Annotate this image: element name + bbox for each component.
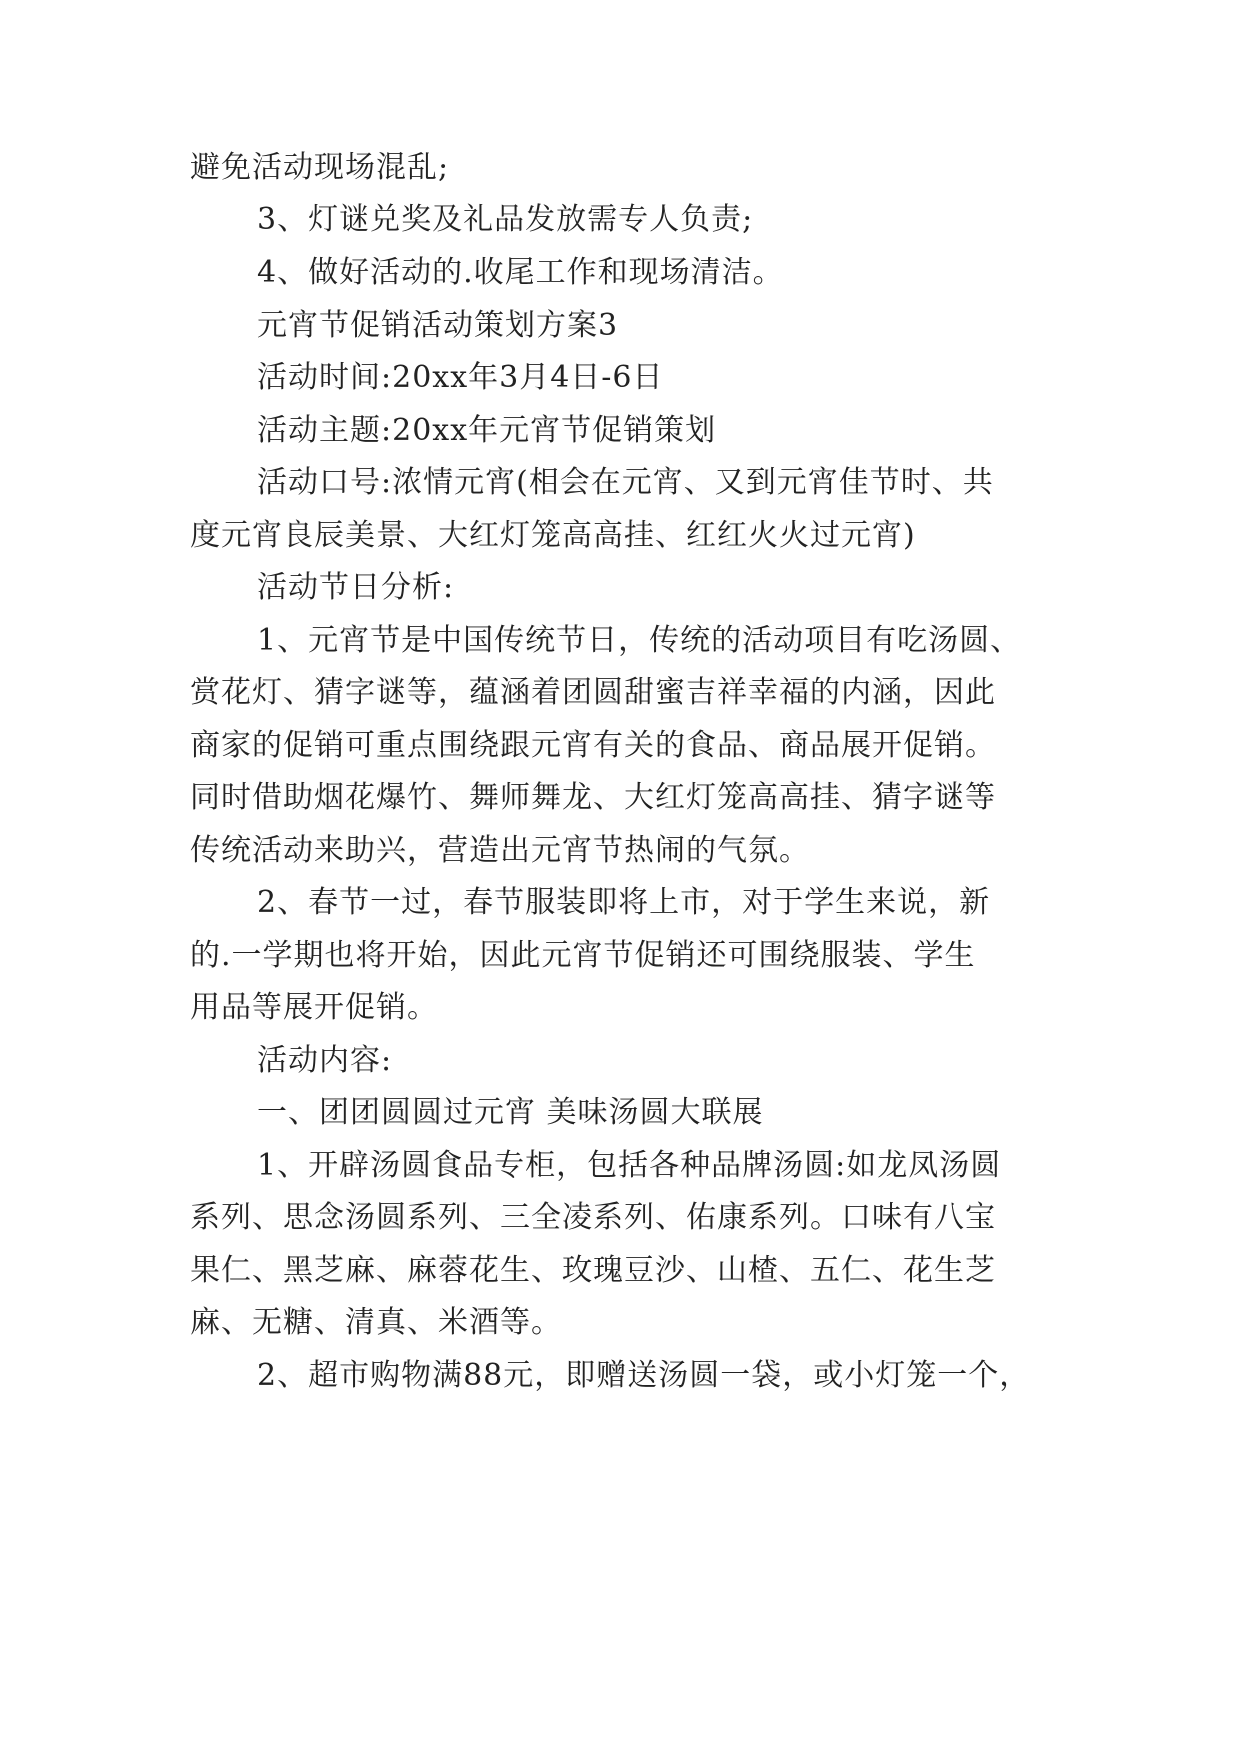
text-line: 2、春节一过，春节服装即将上市，对于学生来说，新 — [257, 885, 991, 920]
text-line: 赏花灯、猜字谜等，蕴涵着团圆甜蜜吉祥幸福的内涵，因此 — [190, 675, 996, 710]
text-line: 果仁、黑芝麻、麻蓉花生、玫瑰豆沙、山楂、五仁、花生芝 — [190, 1253, 996, 1288]
text-line: 1、元宵节是中国传统节日，传统的活动项目有吃汤圆、 — [257, 623, 1022, 658]
text-line: 一、团团圆圆过元宵 美味汤圆大联展 — [257, 1095, 764, 1130]
text-line: 传统活动来助兴，营造出元宵节热闹的气氛。 — [190, 833, 810, 868]
text-line: 系列、思念汤圆系列、三全凌系列、佑康系列。口味有八宝 — [190, 1200, 996, 1235]
text-line: 用品等展开促销。 — [190, 990, 438, 1025]
text-line: 活动主题:20xx年元宵节促销策划 — [257, 413, 717, 448]
text-line: 活动内容: — [257, 1043, 393, 1078]
text-line: 2、超市购物满88元，即赠送汤圆一袋，或小灯笼一个， — [257, 1358, 1031, 1393]
text-line: 的.一学期也将开始，因此元宵节促销还可围绕服装、学生 — [190, 938, 976, 973]
section-heading: 元宵节促销活动策划方案3 — [257, 308, 619, 343]
text-line: 4、做好活动的.收尾工作和现场清洁。 — [257, 255, 784, 290]
text-line: 度元宵良辰美景、大红灯笼高高挂、红红火火过元宵) — [190, 518, 916, 553]
text-line: 麻、无糖、清真、米酒等。 — [190, 1305, 562, 1340]
text-line: 1、开辟汤圆食品专柜，包括各种品牌汤圆:如龙凤汤圆 — [257, 1148, 1002, 1183]
text-line: 避免活动现场混乱; — [190, 150, 450, 185]
text-line: 3、灯谜兑奖及礼品发放需专人负责; — [257, 202, 754, 237]
text-line: 活动时间:20xx年3月4日-6日 — [257, 360, 664, 395]
text-line: 同时借助烟花爆竹、舞师舞龙、大红灯笼高高挂、猜字谜等 — [190, 780, 996, 815]
text-line: 商家的促销可重点围绕跟元宵有关的食品、商品展开促销。 — [190, 728, 996, 763]
text-line: 活动口号:浓情元宵(相会在元宵、又到元宵佳节时、共 — [257, 465, 994, 500]
text-line: 活动节日分析: — [257, 570, 455, 605]
